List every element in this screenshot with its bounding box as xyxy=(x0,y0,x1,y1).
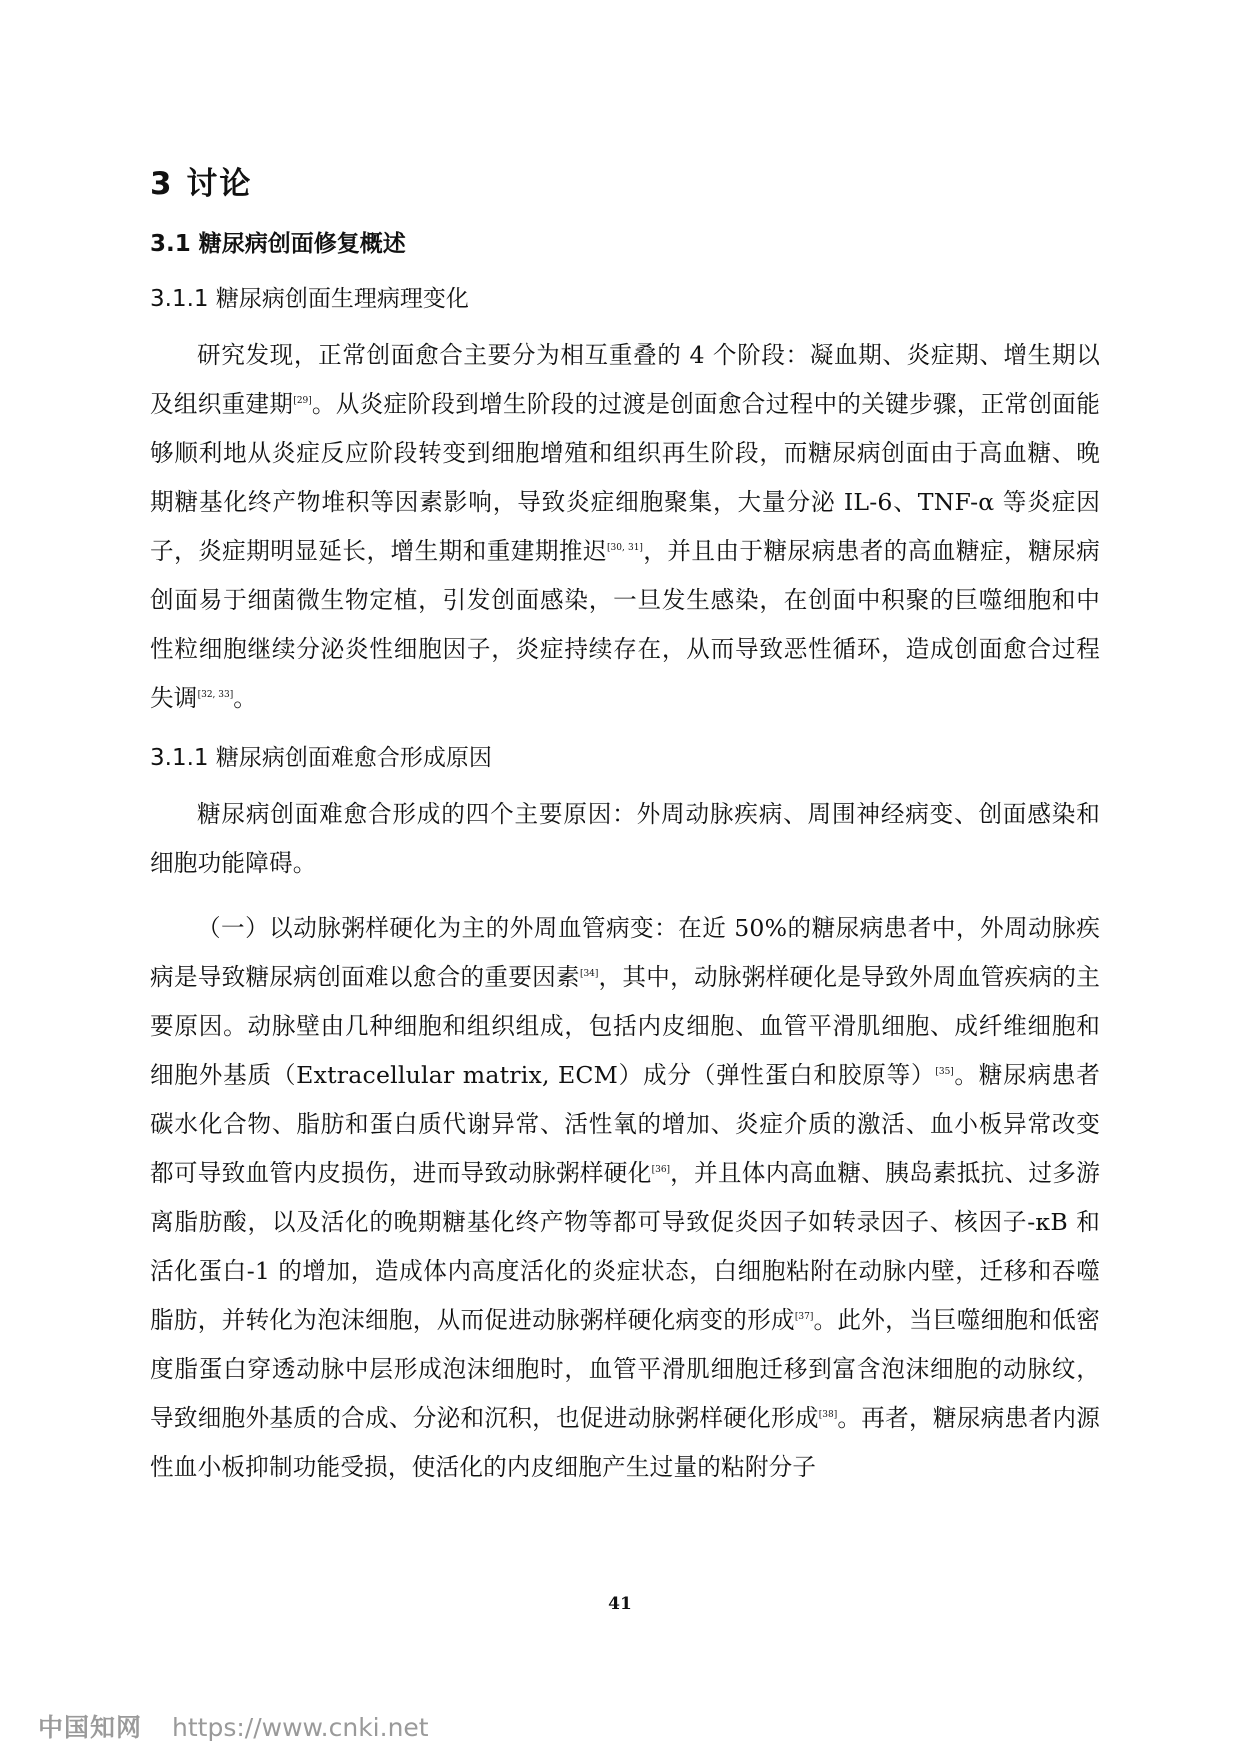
text-segment: ，并且体内高血糖、胰岛素抵抗、过多游离脂肪酸，以及活化的晚期糖基化终产物等都可导致促炎因子如转录因子、核因子-κB 和活化蛋白-1 的增加，造成体内高度活化的炎症状态，白细胞粘附在动脉内壁，迁移和吞噬脂肪，并转化为泡沫细胞，从而促进动脉粥样硬化病变的形成 xyxy=(150,1159,1100,1334)
citation-ref: [37] xyxy=(794,1312,814,1323)
text-segment: 。此外，当巨噬细胞和低密度脂蛋白穿透动脉中层形成泡沫细胞时，血管平滑肌细胞迁移到富含泡沫细胞的动脉纹，导致细胞外基质的合成、分泌和沉积，也促进动脉粥样硬化形成 xyxy=(150,1306,1100,1432)
text-segment: 。 xyxy=(233,684,258,712)
paragraph-peripheral-vascular xyxy=(150,904,1100,1492)
text-segment: 。再者，糖尿病患者内源性血小板抑制功能受损，使活化的内皮细胞产生过量的粘附分子 xyxy=(150,1404,1100,1481)
text-segment: 。糖尿病患者碳水化合物、脂肪和蛋白质代谢异常、活性氧的增加、炎症介质的激活、血小板异常改变都可导致血管内皮损伤，进而导致动脉粥样硬化 xyxy=(150,1061,1100,1187)
citation-ref: [36] xyxy=(651,1165,671,1176)
citation-ref: [30, 31] xyxy=(607,543,643,554)
cnki-url: https://www.cnki.net xyxy=(172,1713,429,1742)
subsection-title-pathophysiology: 3.1.1 糖尿病创面生理病理变化 xyxy=(150,286,469,312)
subsection-title-causes: 3.1.1 糖尿病创面难愈合形成原因 xyxy=(150,745,492,771)
citation-ref: [35] xyxy=(935,1067,954,1078)
paragraph-healing-stages xyxy=(150,331,1100,723)
citation-ref: [29] xyxy=(293,396,312,407)
text-segment: 。从炎症阶段到增生阶段的过渡是创面愈合过程中的关键步骤，正常创面能够顺利地从炎症反应阶段转变到细胞增殖和组织再生阶段，而糖尿病创面由于高血糖、晚期糖基化终产物堆积等因素影响，导致炎症细胞聚集，大量分泌 IL-6、TNF-α 等炎症因子，炎症期明显延长，增生期和重建期推迟 xyxy=(150,390,1100,565)
text-segment: （一）以动脉粥样硬化为主的外周血管病变：在近 50%的糖尿病患者中，外周动脉疾病是导致糖尿病创面难以愈合的重要因素 xyxy=(150,914,1100,991)
text-segment: 研究发现，正常创面愈合主要分为相互重叠的 4 个阶段：凝血期、炎症期、增生期以及组织重建期 xyxy=(150,341,1100,418)
citation-ref: [38] xyxy=(818,1410,838,1421)
text-segment: 糖尿病创面难愈合形成的四个主要原因：外周动脉疾病、周围神经病变、创面感染和细胞功能障碍。 xyxy=(150,800,1100,877)
paragraph-four-causes xyxy=(150,790,1100,888)
text-segment: ，并且由于糖尿病患者的高血糖症，糖尿病创面易于细菌微生物定植，引发创面感染，一旦发生感染，在创面中积聚的巨噬细胞和中性粒细胞继续分泌炎性细胞因子，炎症持续存在，从而导致恶性循环，造成创面愈合过程失调 xyxy=(150,537,1100,712)
cnki-logo-text: 中国知网 xyxy=(38,1713,143,1742)
citation-ref: [32, 33] xyxy=(197,690,234,701)
text-segment: ，其中，动脉粥样硬化是导致外周血管疾病的主要原因。动脉壁由几种细胞和组织组成，包括内皮细胞、血管平滑肌细胞、成纤维细胞和细胞外基质（Extracellular matrix, ECM）成分（弹性蛋白和胶原等） xyxy=(150,963,1100,1089)
chapter-title: 3 讨论 xyxy=(150,166,253,202)
section-title-3-1: 3.1 糖尿病创面修复概述 xyxy=(150,231,406,257)
citation-ref: [34] xyxy=(579,969,599,980)
cnki-watermark xyxy=(38,1708,429,1744)
page-number: 41 xyxy=(608,1594,632,1614)
page-content xyxy=(150,158,1100,1508)
